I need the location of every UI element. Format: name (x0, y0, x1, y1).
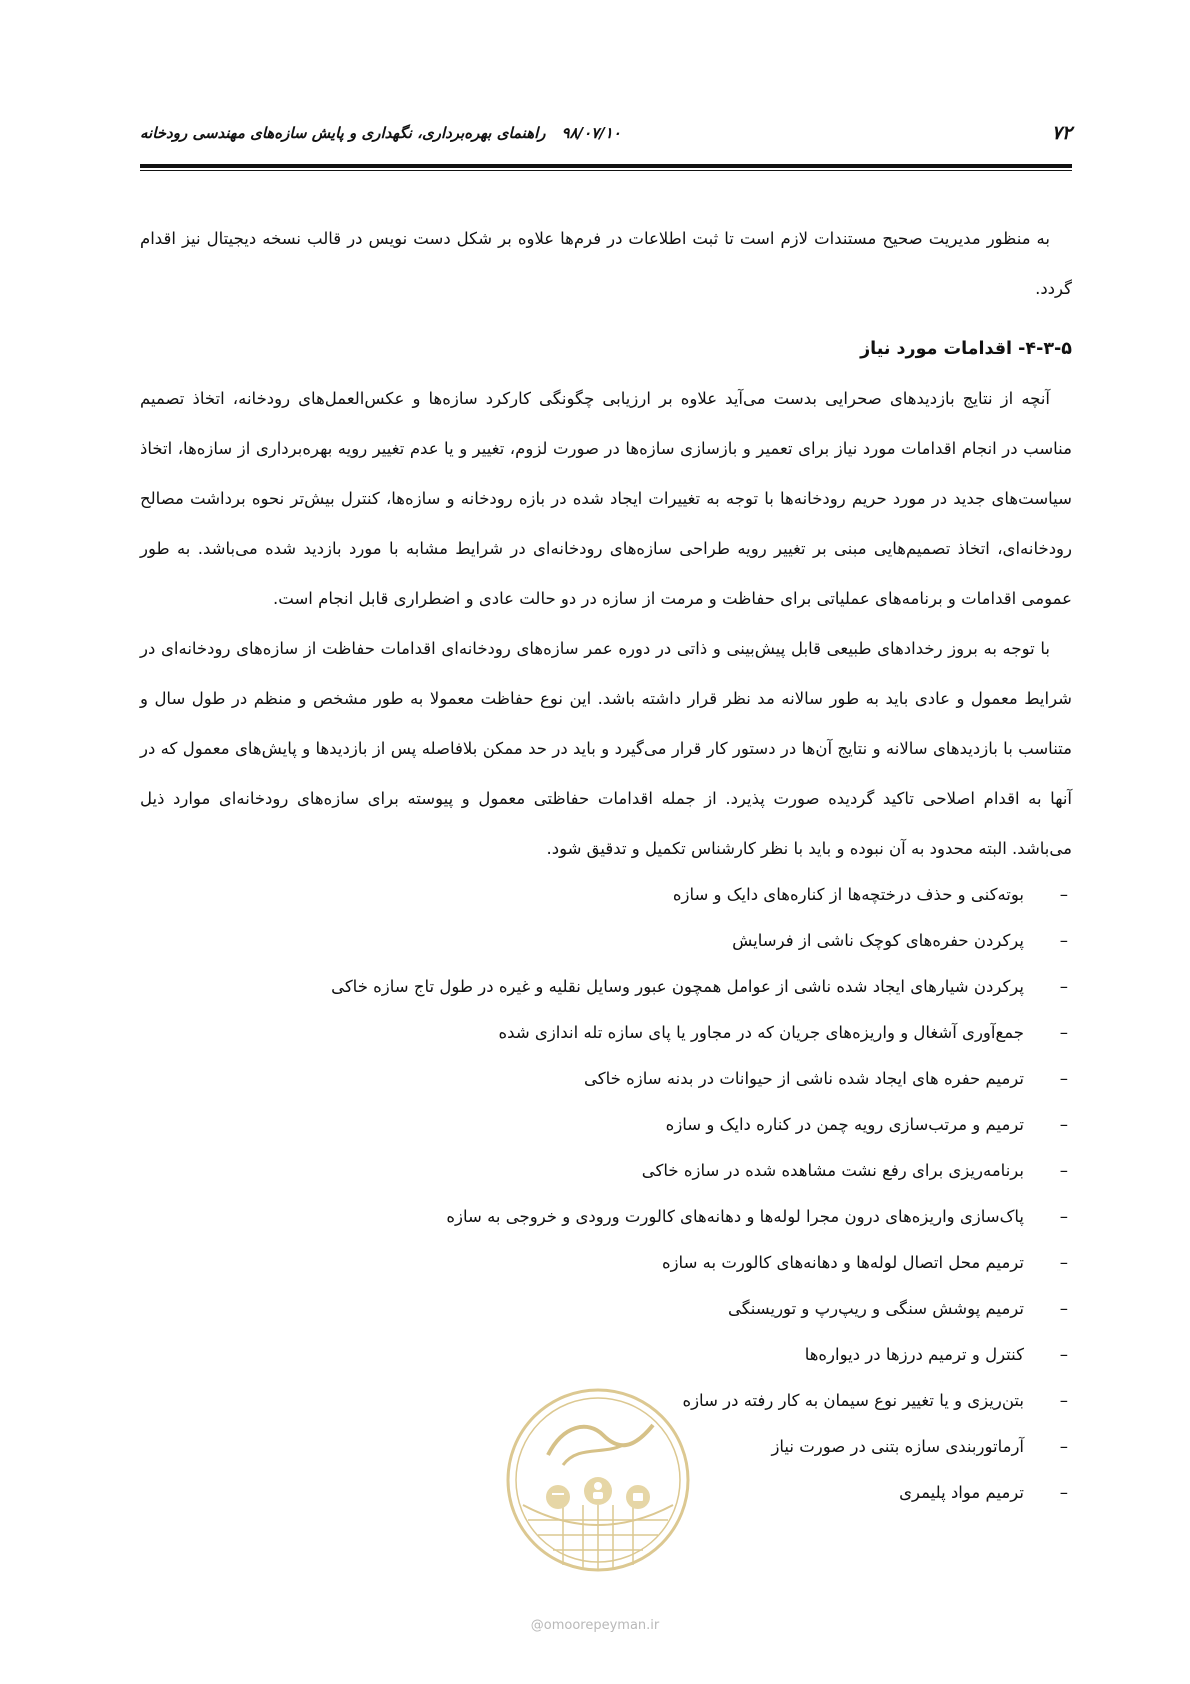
list-item-text: پاک‌سازی واریزه‌های درون مجرا لوله‌ها و دهانه‌های کالورت ورودی و خروجی به سازه (446, 1207, 1024, 1226)
list-item (140, 964, 1068, 1010)
list-item-text: پرکردن شیارهای ایجاد شده ناشی از عوامل همچون عبور وسایل نقلیه و غیره در طول تاج سازه خاکی (331, 977, 1024, 996)
list-item (140, 1286, 1068, 1332)
list-item-text: ترمیم محل اتصال لوله‌ها و دهانه‌های کالورت به سازه (661, 1253, 1024, 1272)
list-dash: – (1059, 1023, 1068, 1042)
list-item (140, 1102, 1068, 1148)
paragraph-2: با توجه به بروز رخدادهای طبیعی قابل پیش‌بینی و ذاتی در دوره عمر سازه‌های رودخانه‌ای اقدامات حفاظت از سازه‌های رودخانه‌ای در شرایط معمول و عادی باید به طور سالانه مد نظر قرار داشته باشد. این نوع حفاظت معمولا به طور مشخص و منظم در طول سال و متناسب با بازدیدهای سالانه و نتایج آن‌ها در دستور کار قرار می‌گیرد و باید در حد ممکن بلافاصله پس از بازدیدها و پایش‌های معمول که در آنها به اقدام اصلاحی تاکید گردیده صورت پذیرد. از جمله اقدامات حفاظتی معمول و پیوسته برای سازه‌های رودخانه‌ای موارد ذیل می‌باشد. البته محدود به آن نبوده و باید با نظر کارشناس تکمیل و تدقیق شود. (140, 639, 1072, 858)
list-item-text: ترمیم مواد پلیمری (899, 1483, 1024, 1502)
running-title (140, 124, 621, 142)
list-item (140, 1148, 1068, 1194)
list-dash: – (1059, 1115, 1068, 1134)
list-item-text: جمع‌آوری آشغال و واریزه‌های جریان که در مجاور یا پای سازه تله اندازی شده (498, 1023, 1024, 1042)
list-dash: – (1059, 1161, 1068, 1180)
list-dash: – (1059, 1207, 1068, 1226)
intro-paragraph: به منظور مدیریت صحیح مستندات لازم است تا ثبت اطلاعات در فرم‌ها علاوه بر شکل دست نویس در قالب نسخه دیجیتال نیز اقدام گردد. (140, 229, 1072, 298)
list-dash: – (1059, 1391, 1068, 1410)
list-item-text: آرماتوربندی سازه بتنی در صورت نیاز (771, 1437, 1024, 1456)
list-item (140, 1332, 1068, 1378)
watermark-logo-icon (503, 1385, 693, 1575)
list-item-text: کنترل و ترمیم درزها در دیواره‌ها (804, 1345, 1024, 1364)
list-dash: – (1059, 977, 1068, 996)
page-header (140, 122, 1072, 168)
list-item-text: بوته‌کنی و حذف درختچه‌ها از کناره‌های دایک و سازه (672, 885, 1024, 904)
list-item-text: برنامه‌ریزی برای رفع نشت مشاهده شده در سازه خاکی (641, 1161, 1024, 1180)
page-number: ۷۲ (1051, 122, 1072, 144)
document-title: راهنمای بهره‌برداری، نگهداری و پایش سازه‌های مهندسی رودخانه (140, 124, 546, 142)
list-dash: – (1059, 1437, 1068, 1456)
list-item-text: بتن‌ریزی و یا تغییر نوع سیمان به کار رفته در سازه (682, 1391, 1024, 1410)
list-item-text: ترمیم حفره های ایجاد شده ناشی از حیوانات در بدنه سازه خاکی (584, 1069, 1024, 1088)
document-date: ۹۸/۰۷/۱۰ (561, 124, 621, 142)
list-dash: – (1059, 1345, 1068, 1364)
list-dash: – (1059, 885, 1068, 904)
list-dash: – (1059, 931, 1068, 950)
list-item-text: پرکردن حفره‌های کوچک ناشی از فرسایش (732, 931, 1024, 950)
list-item (140, 1194, 1068, 1240)
list-item (140, 1240, 1068, 1286)
paragraph-1: آنچه از نتایج بازدیدهای صحرایی بدست می‌آید علاوه بر ارزیابی چگونگی کارکرد سازه‌ها و عکس‌العمل‌های رودخانه، اتخاذ تصمیم مناسب در انجام اقدامات مورد نیاز برای تعمیر و بازسازی سازه‌ها در صورت لزوم، تغییر و یا عدم تغییر رویه بهره‌برداری از سازه‌ها، اتخاذ سیاست‌های جدید در مورد حریم رودخانه‌ها با توجه به تغییرات ایجاد شده در بازه رودخانه و سازه‌ها، کنترل بیش‌تر نحوه برداشت مصالح رودخانه‌ای، اتخاذ تصمیم‌هایی مبنی بر تغییر رویه طراحی سازه‌های رودخانه‌ای در شرایط مشابه با مورد بازدید شده می‌باشد. به طور عمومی اقدامات و برنامه‌های عملیاتی برای حفاظت و مرمت از سازه در دو حالت عادی و اضطراری قابل انجام است. (140, 389, 1072, 608)
list-dash: – (1059, 1253, 1068, 1272)
list-item (140, 918, 1068, 964)
list-item-text: ترمیم و مرتب‌سازی رویه چمن در کناره دایک و سازه (665, 1115, 1024, 1134)
watermark-url: @omoorepeyman.ir (530, 1618, 660, 1633)
section-heading: ۴-۳-۵- اقدامات مورد نیاز (860, 339, 1072, 359)
list-dash: – (1059, 1069, 1068, 1088)
list-item (140, 872, 1068, 918)
list-item (140, 1010, 1068, 1056)
list-dash: – (1059, 1483, 1068, 1502)
header-rule-thick (140, 164, 1072, 168)
header-rule-thin (140, 170, 1072, 171)
list-item-text: ترمیم پوشش سنگی و ریپ‌رپ و توریسنگی (727, 1299, 1024, 1318)
list-dash: – (1059, 1299, 1068, 1318)
list-item (140, 1056, 1068, 1102)
page-body (140, 214, 1072, 1516)
